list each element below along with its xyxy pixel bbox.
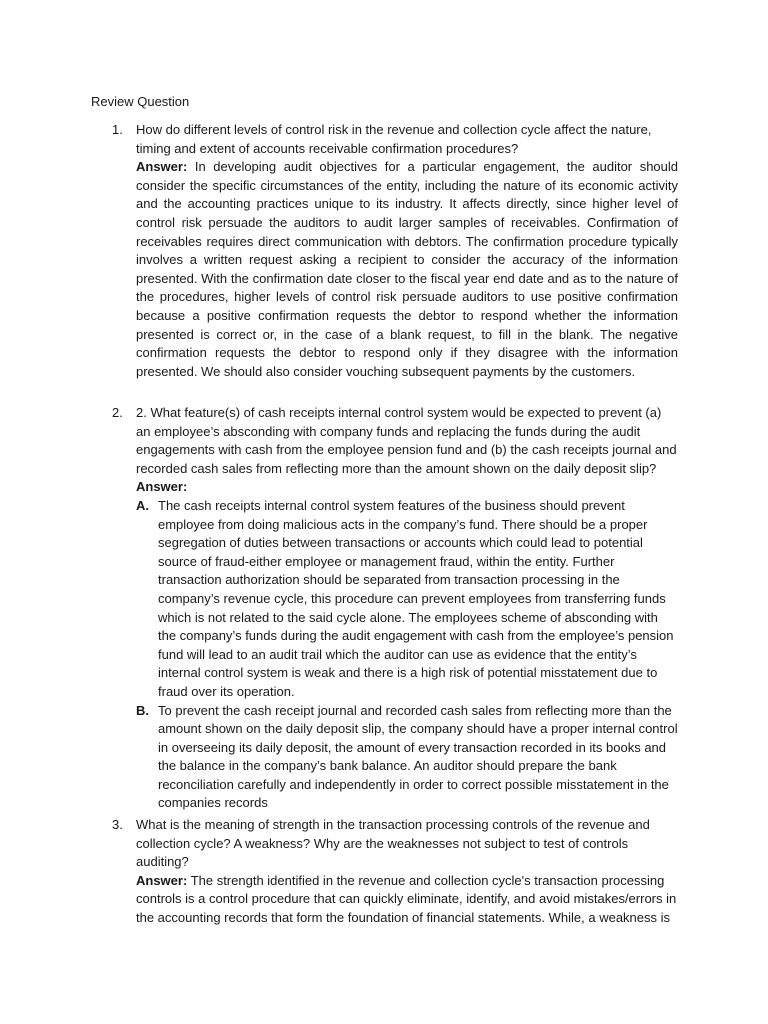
item-text: The cash receipts internal control system features of the business should prevent employee from doing malicious acts in the company’s fund. There should be a proper segregation of duties between transactions or accounts which could lead to potential source of fraud-either employee or management fraud, within the entity. Further transaction authorization should be separated from transaction processing in the company’s revenue cycle, this procedure can prevent employees from transferring funds which is not related to the said cycle alone. The employees scheme of absconding with the company’s funds during the audit engagement with cash from the employee’s pension fund will lead to an audit trail which the auditor can use as evidence that the entity’s internal control system is weak and there is a high risk of potential misstatement due to fraud over its operation.: [158, 497, 674, 699]
answer-text: In developing audit objectives for a particular engagement, the auditor should consider the specific circumstances of the entity, including the nature of its economic activity and the accounting practices unique to its industry. It affects directly, since higher level of control risk persuade the auditors to audit larger samples of receivables. Confirmation of receivables requires direct communication with debtors. The confirmation procedure typically involves a written request asking a recipient to consider the accuracy of the information presented. With the confirmation date closer to the fiscal year end date and as to the nature of the procedures, higher levels of control risk persuade auditors to use positive confirmation because a positive confirmation requests the debtor to respond whether the information presented is correct or, in the case of a blank request, to fill in the blank. The negative confirmation requests the debtor to respond only if they disagree with the information presented. We should also consider vouching subsequent payments by the customers.: [136, 159, 678, 379]
answer-item-b: [136, 702, 678, 814]
question-number: 3.: [112, 817, 123, 832]
question-1: [112, 121, 678, 381]
answer-paragraph: [136, 872, 678, 928]
item-text: To prevent the cash receipt journal and recorded cash sales from reflecting more than the amount shown on the daily deposit slip, the company should have a proper internal control in overseeing its daily deposit, the amount of every transaction recorded in its books and the balance in the company’s bank balance. An auditor should prepare the bank reconciliation carefully and independently in order to correct possible misstatement in the companies records: [158, 702, 678, 811]
answer-text: The strength identified in the revenue and collection cycle's transaction processing controls is a control procedure that can quickly eliminate, identify, and avoid mistakes/errors in the accounting records that form the foundation of financial statements. While, a weakness is: [136, 872, 677, 925]
item-letter: B.: [136, 702, 149, 718]
item-letter: A.: [136, 497, 149, 513]
answer-label: Answer:: [136, 872, 188, 888]
question-3: [112, 816, 678, 928]
answer-label: Answer:: [136, 159, 188, 175]
answer-item-a: [136, 497, 678, 702]
page-title: Review Question: [91, 94, 190, 109]
question-2: [112, 404, 678, 813]
answer-label: Answer:: [136, 479, 188, 495]
question-number: 1.: [112, 122, 123, 137]
question-text: How do different levels of control risk in the revenue and collection cycle affect the nature, timing and extent of accounts receivable confirmation procedures?: [136, 122, 652, 156]
answer-paragraph: [136, 158, 678, 381]
question-text: What is the meaning of strength in the transaction processing controls of the revenue and collection cycle? A weakness? Why are the weaknesses not subject to test of controls auditing?: [136, 817, 650, 870]
question-text: 2. What feature(s) of cash receipts internal control system would be expected to prevent (a) an employee’s absconding with company funds and replacing the funds during the audit engagements with cash from the employee pension fund and (b) the cash receipts journal and recorded cash sales from reflecting more than the amount shown on the daily deposit slip?: [136, 405, 677, 476]
question-number: 2.: [112, 405, 123, 420]
